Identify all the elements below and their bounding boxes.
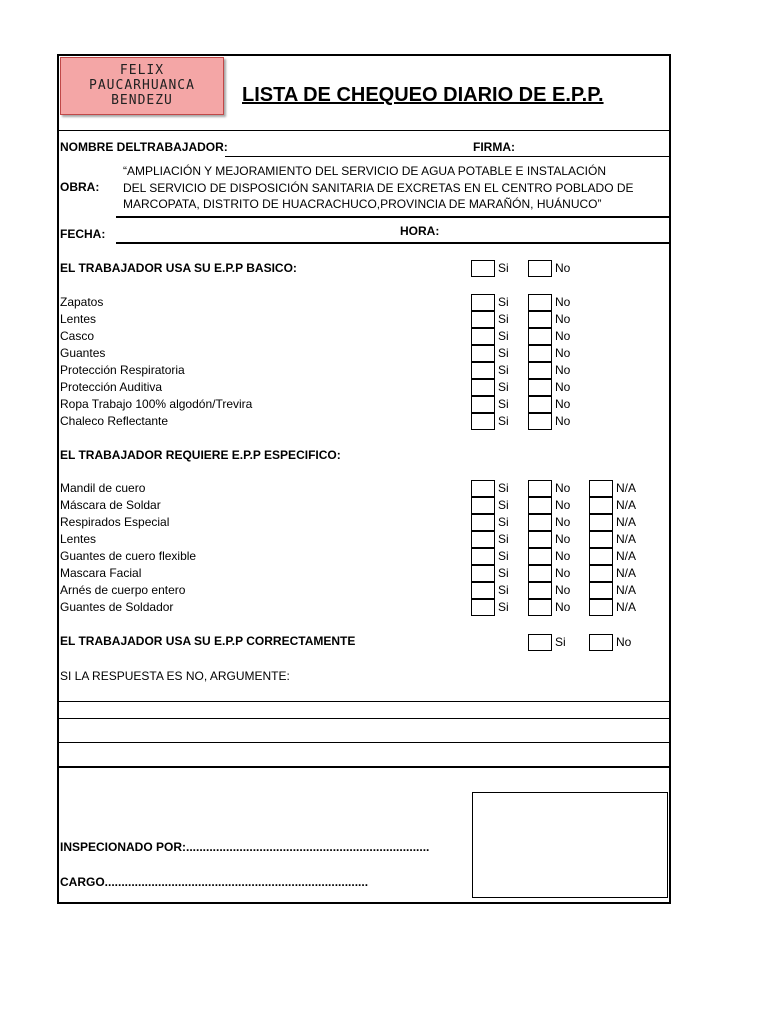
specific-na-checkbox[interactable] [589, 582, 613, 599]
specific-no-checkbox[interactable] [528, 514, 552, 531]
basic-yes-checkbox[interactable] [471, 294, 495, 311]
work-description-line-3: MARCOPATA, DISTRITO DE HUACRACHUCO,PROVINCIA DE MARAÑÓN, HUÁNUCO” [123, 197, 602, 211]
time-label: HORA: [400, 224, 440, 238]
option-no-label: No [555, 549, 571, 563]
divider [57, 130, 671, 131]
specific-na-checkbox[interactable] [589, 565, 613, 582]
work-line [116, 216, 671, 218]
specific-yes-checkbox[interactable] [471, 497, 495, 514]
argument-line-2[interactable] [57, 718, 671, 719]
specific-item-label: Mascara Facial [60, 566, 142, 580]
signature-box[interactable] [472, 792, 668, 898]
basic-epp-heading: EL TRABAJADOR USA SU E.P.P BASICO: [60, 261, 297, 275]
specific-yes-checkbox[interactable] [471, 582, 495, 599]
footer-divider [57, 766, 671, 768]
basic-item-label: Protección Auditiva [60, 380, 163, 394]
specific-item-label: Respirados Especial [60, 515, 170, 529]
specific-item-label: Guantes de Soldador [60, 600, 174, 614]
specific-no-checkbox[interactable] [528, 497, 552, 514]
specific-no-checkbox[interactable] [528, 582, 552, 599]
basic-no-checkbox[interactable] [528, 328, 552, 345]
option-yes-label: Si [498, 515, 509, 529]
option-no-label: No [555, 295, 571, 309]
basic-yes-checkbox[interactable] [471, 328, 495, 345]
option-na-label: N/A [616, 498, 637, 512]
option-yes-label: Si [498, 312, 509, 326]
option-no-label: No [555, 261, 571, 275]
worker-name-line [225, 156, 671, 157]
specific-no-checkbox[interactable] [528, 531, 552, 548]
basic-no-checkbox[interactable] [528, 311, 552, 328]
option-yes-label: Si [498, 380, 509, 394]
basic-yes-checkbox[interactable] [471, 362, 495, 379]
option-yes-label: Si [498, 261, 509, 275]
option-na-label: N/A [616, 481, 637, 495]
option-yes-label: Si [498, 566, 509, 580]
basic-no-checkbox[interactable] [528, 345, 552, 362]
specific-item-label: Lentes [60, 532, 97, 546]
basic-no-checkbox[interactable] [528, 379, 552, 396]
option-na-label: N/A [616, 566, 637, 580]
form-title: LISTA DE CHEQUEO DIARIO DE E.P.P. [242, 84, 604, 106]
specific-item-label: Arnés de cuerpo entero [60, 583, 186, 597]
correct-usage-heading: EL TRABAJADOR USA SU E.P.P CORRECTAMENTE [60, 634, 356, 648]
option-yes-label: Si [498, 583, 509, 597]
basic-yes-checkbox[interactable] [471, 379, 495, 396]
option-no-label: No [555, 481, 571, 495]
argument-label: SI LA RESPUESTA ES NO, ARGUMENTE: [60, 669, 290, 683]
basic-no-checkbox[interactable] [528, 260, 552, 277]
stamp-line-1: FELIX [119, 63, 165, 78]
option-yes-label: Si [498, 481, 509, 495]
date-label: FECHA: [60, 227, 106, 241]
option-no-label: No [555, 380, 571, 394]
specific-na-checkbox[interactable] [589, 548, 613, 565]
position-field[interactable]: CARGO............................................................................... [60, 875, 369, 889]
specific-item-label: Guantes de cuero flexible [60, 549, 197, 563]
worker-name-label: NOMBRE DELTRABAJADOR: [60, 140, 228, 154]
basic-yes-checkbox[interactable] [471, 260, 495, 277]
basic-no-checkbox[interactable] [528, 413, 552, 430]
option-yes-label: Si [498, 600, 509, 614]
specific-na-checkbox[interactable] [589, 599, 613, 616]
option-na-label: N/A [616, 549, 637, 563]
option-no-label: No [555, 397, 571, 411]
name-stamp [60, 57, 224, 115]
basic-yes-checkbox[interactable] [471, 311, 495, 328]
option-yes-label: Si [498, 295, 509, 309]
specific-epp-heading: EL TRABAJADOR REQUIERE E.P.P ESPECIFICO: [60, 448, 341, 462]
option-yes-label: Si [498, 329, 509, 343]
basic-item-label: Ropa Trabajo 100% algodón/Trevira [60, 397, 253, 411]
option-na-label: N/A [616, 532, 637, 546]
basic-item-label: Casco [60, 329, 95, 343]
option-no-label: No [555, 346, 571, 360]
option-no-label: No [555, 600, 571, 614]
option-yes-label: Si [498, 532, 509, 546]
stamp-line-3: BENDEZU [111, 93, 173, 108]
argument-line-1[interactable] [57, 701, 671, 702]
option-yes-label: Si [498, 363, 509, 377]
specific-no-checkbox[interactable] [528, 480, 552, 497]
date-line [116, 242, 671, 244]
basic-item-label: Chaleco Reflectante [60, 414, 169, 428]
specific-na-checkbox[interactable] [589, 531, 613, 548]
argument-line-3[interactable] [57, 742, 671, 743]
option-yes-label: Si [555, 635, 566, 649]
basic-yes-checkbox[interactable] [471, 413, 495, 430]
specific-na-checkbox[interactable] [589, 514, 613, 531]
specific-item-label: Máscara de Soldar [60, 498, 161, 512]
basic-item-label: Lentes [60, 312, 97, 326]
option-na-label: N/A [616, 515, 637, 529]
basic-item-label: Guantes [60, 346, 106, 360]
specific-yes-checkbox[interactable] [471, 531, 495, 548]
option-no-label: No [555, 414, 571, 428]
option-yes-label: Si [498, 498, 509, 512]
basic-yes-checkbox[interactable] [471, 345, 495, 362]
option-no-label: No [616, 635, 632, 649]
specific-item-label: Mandil de cuero [60, 481, 146, 495]
inspected-by-field[interactable]: INSPECIONADO POR:......................................................................... [60, 840, 430, 854]
basic-item-label: Protección Respiratoria [60, 363, 185, 377]
option-yes-label: Si [498, 346, 509, 360]
specific-yes-checkbox[interactable] [471, 599, 495, 616]
option-yes-label: Si [498, 549, 509, 563]
specific-no-checkbox[interactable] [528, 565, 552, 582]
option-yes-label: Si [498, 397, 509, 411]
specific-na-checkbox[interactable] [589, 480, 613, 497]
option-no-label: No [555, 329, 571, 343]
option-no-label: No [555, 583, 571, 597]
specific-yes-checkbox[interactable] [471, 514, 495, 531]
specific-yes-checkbox[interactable] [471, 480, 495, 497]
specific-na-checkbox[interactable] [589, 497, 613, 514]
basic-item-label: Zapatos [60, 295, 104, 309]
option-no-label: No [555, 498, 571, 512]
specific-yes-checkbox[interactable] [471, 565, 495, 582]
basic-no-checkbox[interactable] [528, 362, 552, 379]
basic-no-checkbox[interactable] [528, 294, 552, 311]
option-no-label: No [555, 532, 571, 546]
option-no-label: No [555, 515, 571, 529]
correct-no-checkbox[interactable] [589, 634, 613, 651]
option-no-label: No [555, 363, 571, 377]
work-label: OBRA: [60, 180, 100, 194]
work-description-line-2: DEL SERVICIO DE DISPOSICIÓN SANITARIA DE EXCRETAS EN EL CENTRO POBLADO DE [123, 181, 634, 195]
option-yes-label: Si [498, 414, 509, 428]
option-na-label: N/A [616, 600, 637, 614]
work-description-line-1: “AMPLIACIÓN Y MEJORAMIENTO DEL SERVICIO DE AGUA POTABLE E INSTALACIÓN [123, 164, 607, 178]
specific-no-checkbox[interactable] [528, 548, 552, 565]
option-no-label: No [555, 312, 571, 326]
basic-no-checkbox[interactable] [528, 396, 552, 413]
option-na-label: N/A [616, 583, 637, 597]
stamp-line-2: PAUCARHUANCA [89, 78, 195, 93]
correct-yes-checkbox[interactable] [528, 634, 552, 651]
specific-yes-checkbox[interactable] [471, 548, 495, 565]
specific-no-checkbox[interactable] [528, 599, 552, 616]
option-no-label: No [555, 566, 571, 580]
signature-label: FIRMA: [473, 140, 515, 154]
basic-yes-checkbox[interactable] [471, 396, 495, 413]
